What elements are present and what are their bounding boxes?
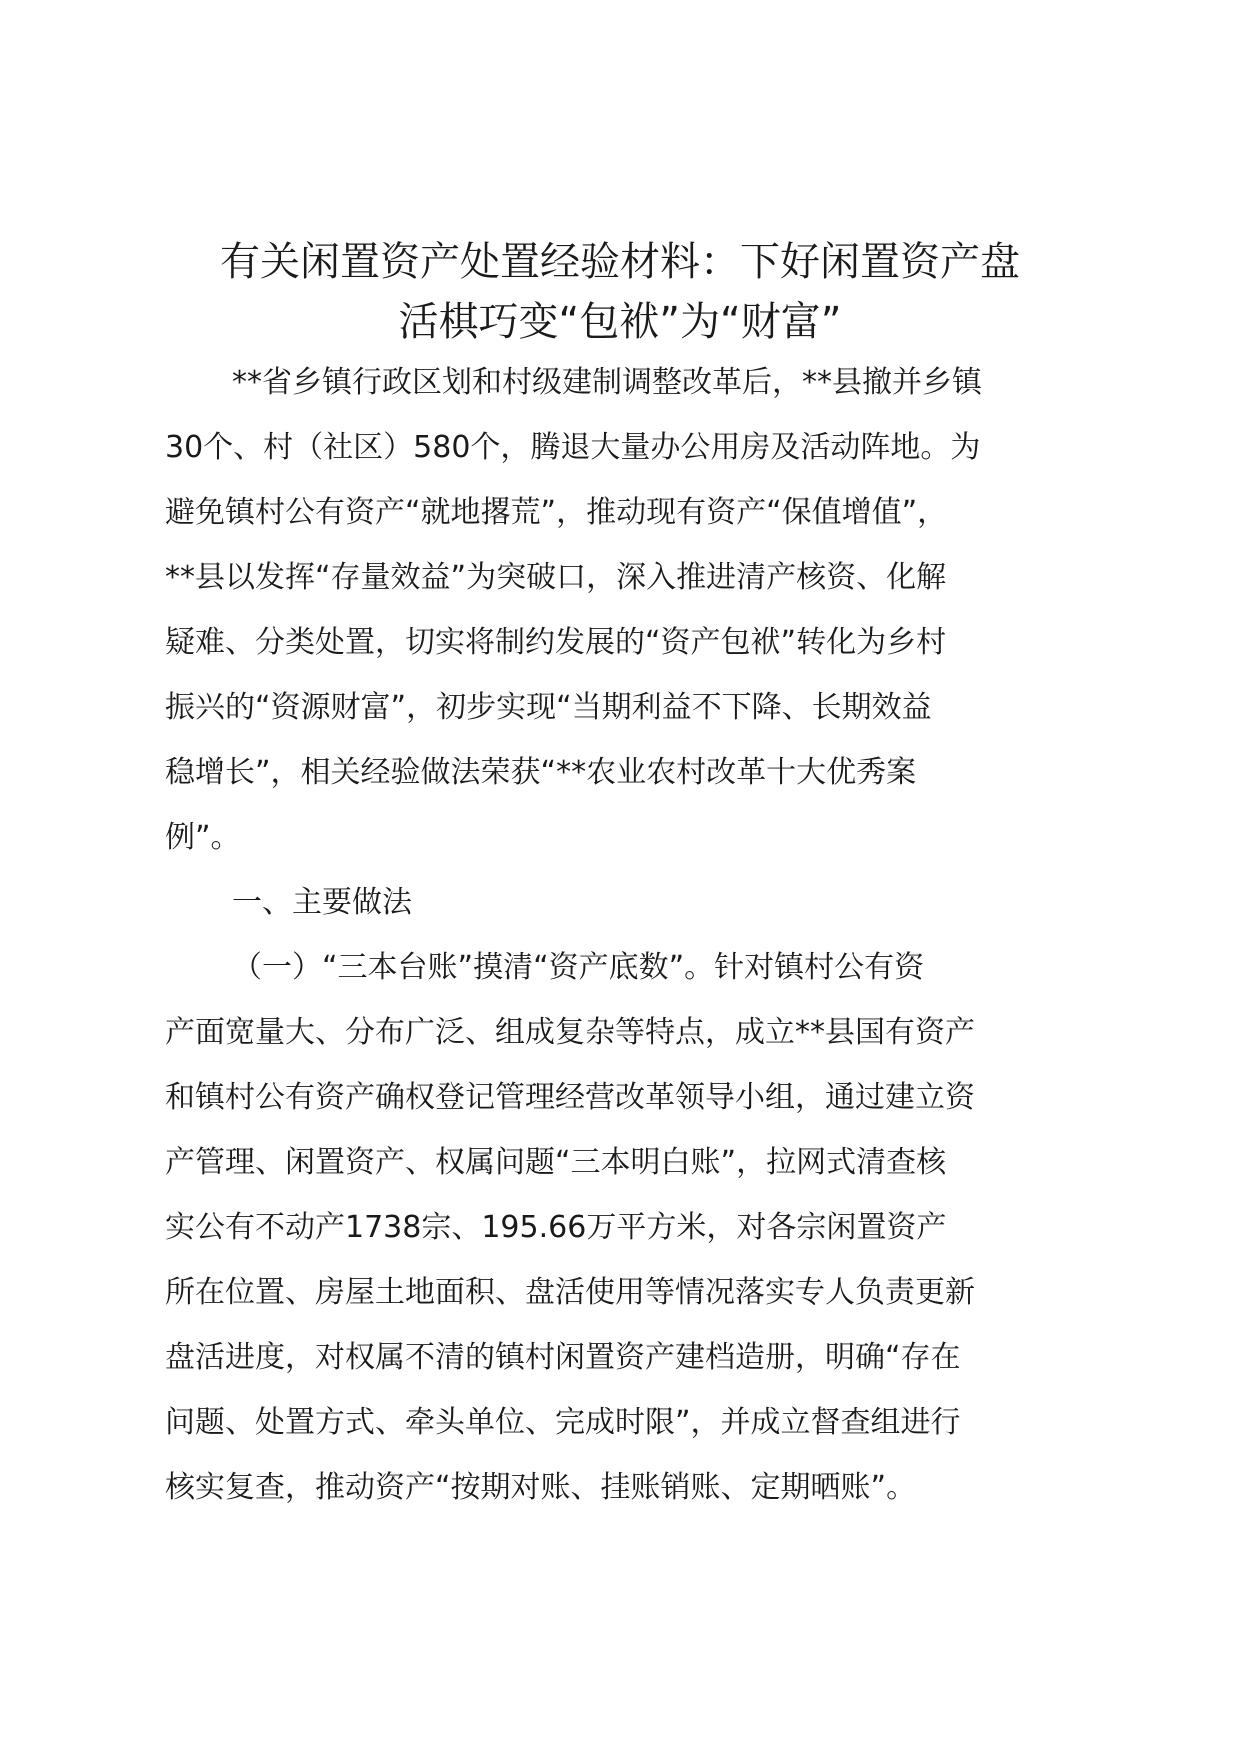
- paragraph-line: 实公有不动产1738宗、195.66万平方米，对各宗闲置资产: [165, 1210, 947, 1245]
- title-line-1: 有关闲置资产处置经验材料：下好闲置资产盘: [220, 239, 1020, 285]
- paragraph-line: 避免镇村公有资产“就地撂荒”，推动现有资产“保值增值”，: [165, 495, 948, 530]
- paragraph-line: 稳增长”，相关经验做法荣获“**农业农村改革十大优秀案: [165, 755, 917, 790]
- intro-paragraph: [165, 350, 1087, 870]
- paragraph-line: 所在位置、房屋土地面积、盘活使用等情况落实专人负责更新: [165, 1275, 975, 1310]
- paragraph-line: **省乡镇行政区划和村级建制调整改革后，**县撤并乡镇: [232, 365, 982, 400]
- paragraph-line: 问题、处置方式、牵头单位、完成时限”，并成立督查组进行: [165, 1405, 961, 1440]
- section-heading-text: 一、主要做法: [232, 885, 412, 920]
- paragraph-line: 30个、村（社区）580个，腾退大量办公用房及活动阵地。为: [165, 430, 981, 465]
- document-title: [140, 232, 1100, 352]
- paragraph-line: 盘活进度，对权属不清的镇村闲置资产建档造册，明确“存在: [165, 1340, 961, 1375]
- paragraph-line: 产面宽量大、分布广泛、组成复杂等特点，成立**县国有资产: [165, 1015, 975, 1050]
- paragraph-line: 疑难、分类处置，切实将制约发展的“资产包袱”转化为乡村: [165, 625, 947, 660]
- paragraph-line: 核实复查，推动资产“按期对账、挂账销账、定期晒账”。: [165, 1470, 917, 1505]
- subsection-paragraph: [165, 935, 1087, 1520]
- paragraph-line: 产管理、闲置资产、权属问题“三本明白账”，拉网式清查核: [165, 1145, 947, 1180]
- paragraph-line: 例”。: [165, 820, 241, 855]
- paragraph-line: 振兴的“资源财富”，初步实现“当期利益不下降、长期效益: [165, 690, 932, 725]
- document-body: [165, 350, 1087, 1520]
- paragraph-line: （一）“三本台账”摸清“资产底数”。针对镇村公有资: [232, 950, 925, 985]
- paragraph-line: 和镇村公有资产确权登记管理经营改革领导小组，通过建立资: [165, 1080, 975, 1115]
- title-line-2: 活棋巧变“包袱”为“财富”: [398, 299, 842, 345]
- section-heading: [165, 870, 1087, 935]
- paragraph-line: **县以发挥“存量效益”为突破口，深入推进清产核资、化解: [165, 560, 947, 595]
